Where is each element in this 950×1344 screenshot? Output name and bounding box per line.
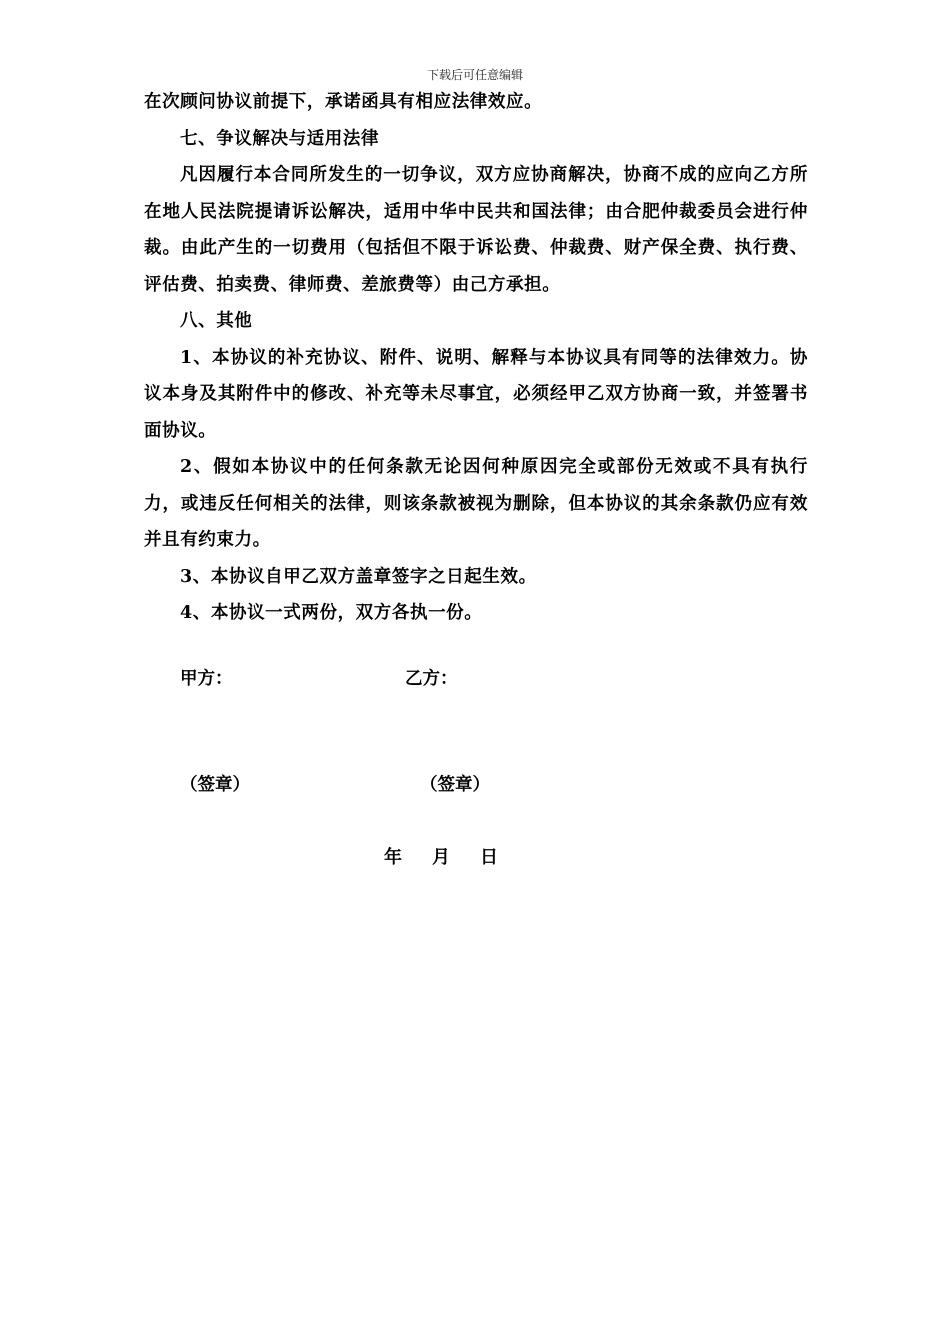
- party-b-seal: （签章）: [420, 775, 490, 795]
- party-b-label: 乙方：: [405, 669, 458, 689]
- clause-3: 3、本协议自甲乙双方盖章签字之日起生效。: [180, 566, 537, 587]
- document-body: [144, 84, 808, 632]
- page-header-note: 下载后可任意编辑: [426, 68, 523, 82]
- section-heading-dispute: 七、争议解决与适用法律: [180, 128, 380, 149]
- date-month: 月: [432, 847, 450, 868]
- party-a-seal: （签章）: [180, 775, 250, 795]
- date-year: 年: [384, 847, 402, 868]
- paragraph-commitment-effect: 在次顾问协议前提下，承诺函具有相应法律效应。: [144, 92, 543, 112]
- paragraph-dispute-resolution: 凡因履行本合同所发生的一切争议，双方应协商解决，协商不成的应向乙方所在地人民法院提请诉讼解决，适用中华中民共和国法律；由合肥仲裁委员会进行仲裁。由此产生的一切费用（包括但不限于诉讼费、仲裁费、财产保全费、执行费、评估费、拍卖费、律师费、差旅费等）由己方承担。: [144, 165, 808, 295]
- clause-2: 2、假如本协议中的任何条款无论因何种原因完全或部份无效或不具有执行力，或违反任何相关的法律，则该条款被视为删除，但本协议的其余条款仍应有效并且有约束力。: [144, 457, 808, 550]
- clause-4: 4、本协议一式两份，双方各执一份。: [180, 603, 483, 623]
- section-heading-other: 八、其他: [180, 311, 253, 331]
- date-day: 日: [480, 847, 498, 868]
- party-a-label: 甲方：: [180, 669, 233, 689]
- clause-1: 1、本协议的补充协议、附件、说明、解释与本协议具有同等的法律效力。协议本身及其附件中的修改、补充等未尽事宜，必须经甲乙双方协商一致，并签署书面协议。: [144, 347, 808, 441]
